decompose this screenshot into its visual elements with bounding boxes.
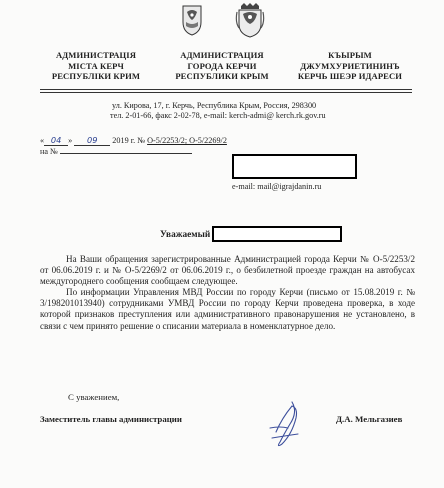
recipient-email: e-mail: mail@igrajdanin.ru — [232, 182, 322, 191]
closing: С уважением, — [68, 392, 120, 402]
paragraph: На Ваши обращения зарегистрированные Администрацией города Керчи № О-5/2253/2 от 06.06.2019 г. и № О-5/2269/2 от 06.06.2019 г., о безбилетной проезде граждан на автобусах междугороднего сообщения сообщаем следующее. — [40, 254, 415, 287]
header-divider — [40, 89, 412, 93]
header-right-line: КЕРЧЬ ШЕЭР ИДАРЕСИ — [297, 71, 403, 82]
date-open-quote: « — [40, 136, 45, 145]
redacted-recipient — [232, 154, 357, 179]
signer-name: Д.А. Мельгазиев — [336, 414, 403, 424]
doc-number: О-5/2253/2; О-5/2269/2 — [147, 136, 227, 145]
header-left-line: АДМИНИСТРАЦІЯ — [55, 50, 137, 60]
contacts: тел. 2-01-66, факс 2-02-78, e-mail: kerch-admi@ kerch.rk.gov.ru — [110, 111, 326, 120]
header-center — [166, 50, 278, 82]
date-close-quote: » — [68, 136, 73, 145]
signer-title: Заместитель главы администрации — [40, 414, 182, 424]
date-month: 09 — [74, 135, 110, 146]
kerch-coat-of-arms-icon — [235, 2, 265, 38]
paragraph: По информации Управления МВД России по городу Керчи (письмо от 15.08.2019 г. № 3/198201013940) сотрудниками УМВД России по городу Керчи проведена проверка, в ходе которой признаков преступления или административного правонарушения не установлено, в связи с чем принято решение о списании материала в номенклатурное дело. — [40, 287, 415, 331]
salutation-text: Уважаемый — [160, 230, 211, 240]
header-left-line: МІСТА КЕРЧ — [68, 60, 124, 71]
header-right-line: КЪЫРЫМ — [328, 50, 372, 60]
header-right — [288, 50, 412, 82]
header-center-line: АДМИНИСТРАЦИЯ — [180, 50, 264, 60]
letter-body — [40, 254, 415, 332]
date-year: 2019 г. № — [112, 136, 146, 145]
signature-icon — [262, 398, 308, 450]
header-left-line: РЕСПУБЛІКИ КРИМ — [51, 71, 141, 82]
reference-line — [40, 147, 200, 157]
reference-label: на № — [40, 147, 58, 156]
redacted-name — [212, 226, 342, 242]
header-left — [40, 50, 152, 82]
header-center-line: ГОРОДА КЕРЧИ — [187, 60, 257, 71]
header-right-line: ДЖУМХУРИЕТИНИНЪ — [300, 60, 400, 71]
date-line — [40, 135, 260, 146]
header-center-line: РЕСПУБЛИКИ КРЫМ — [175, 71, 269, 82]
address: ул. Кирова, 17, г. Керчь, Республика Крым, Россия, 298300 — [112, 101, 317, 110]
crimea-coat-of-arms-icon — [181, 4, 203, 36]
date-day: 04 — [44, 135, 68, 146]
salutation — [160, 230, 210, 240]
reference-underline — [60, 153, 192, 154]
